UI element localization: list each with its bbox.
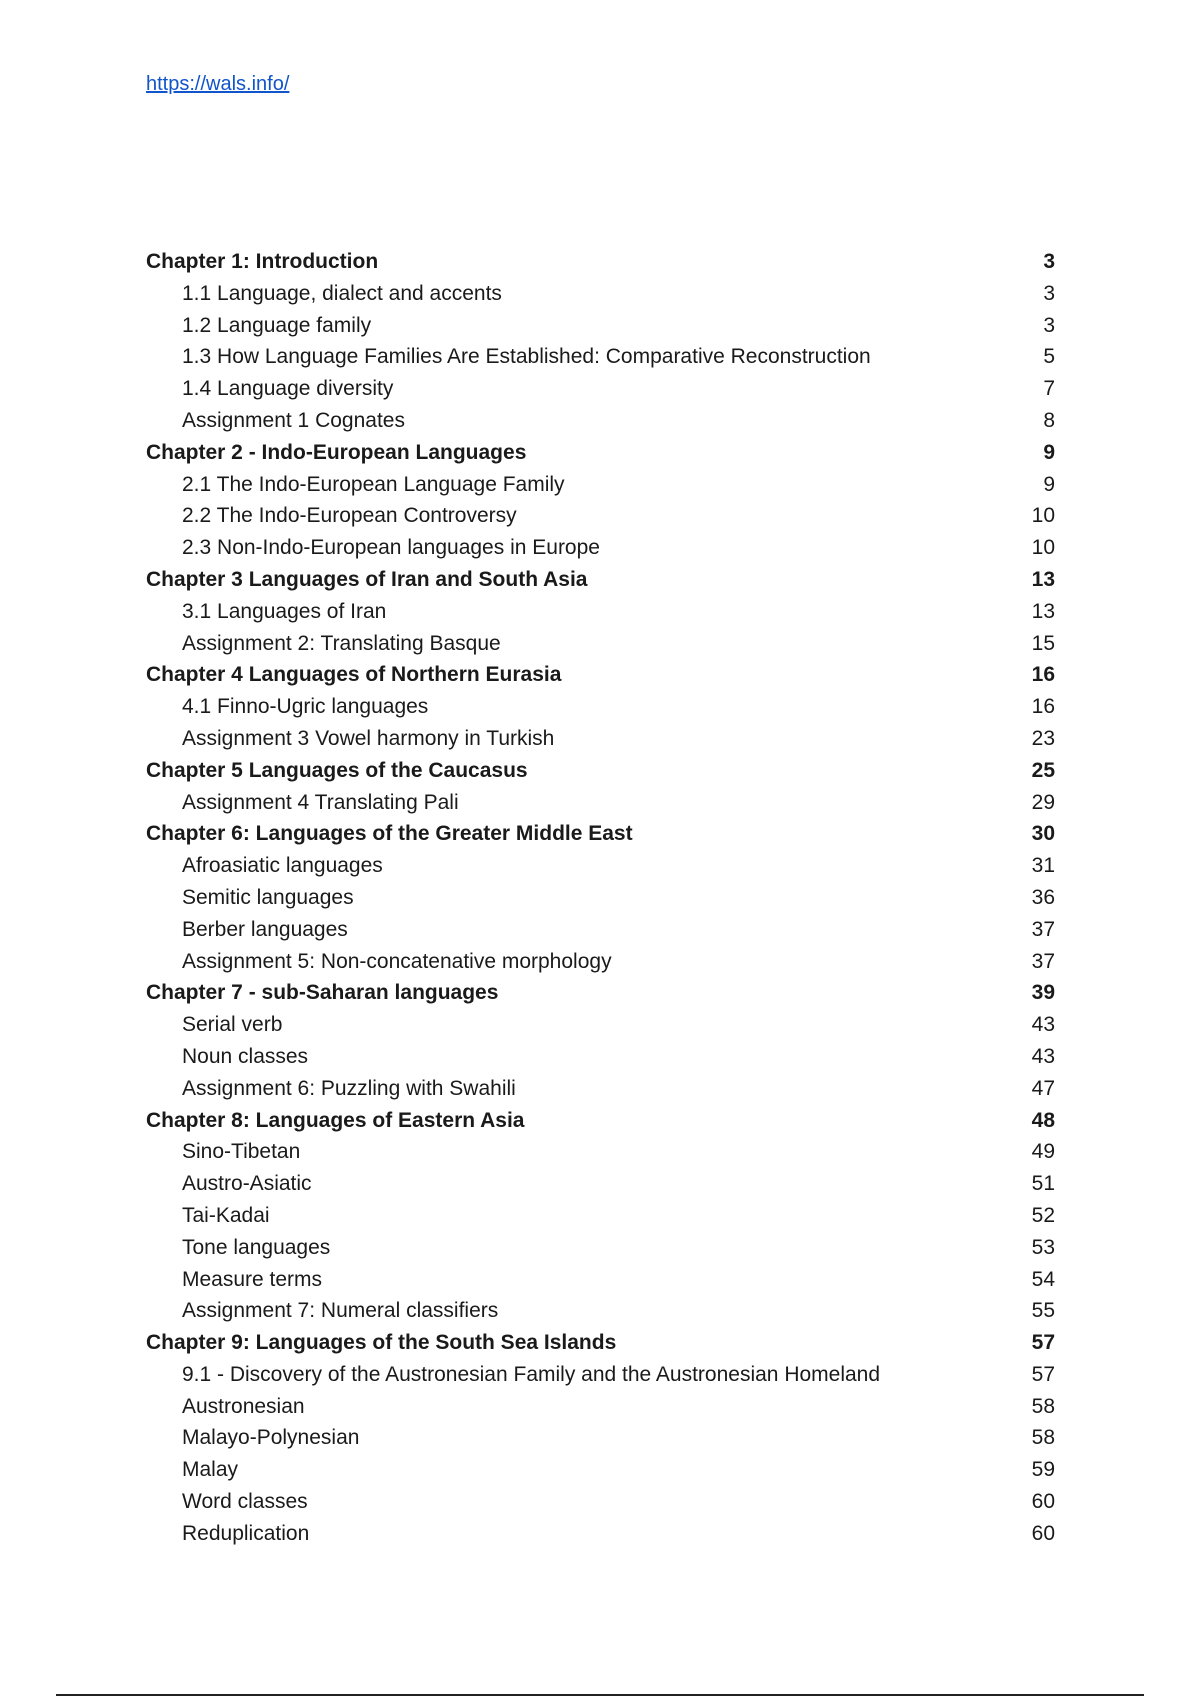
- toc-entry-title: 2.3 Non-Indo-European languages in Europe: [182, 536, 600, 560]
- toc-entry-page-number: 16: [1031, 695, 1055, 719]
- toc-entry-title: Chapter 2 - Indo-European Languages: [146, 440, 527, 464]
- toc-entry-title: Chapter 4 Languages of Northern Eurasia: [146, 663, 562, 687]
- toc-entry-page-number: 8: [1043, 408, 1055, 432]
- toc-section-entry[interactable]: [146, 1200, 1055, 1232]
- toc-entry-page-number: 10: [1031, 536, 1055, 560]
- toc-entry-page-number: 37: [1031, 949, 1055, 973]
- toc-entry-title: Chapter 3 Languages of Iran and South Asia: [146, 567, 588, 591]
- toc-chapter-entry[interactable]: [146, 564, 1055, 596]
- toc-entry-title: Assignment 4 Translating Pali: [182, 790, 459, 814]
- toc-entry-title: Chapter 5 Languages of the Caucasus: [146, 758, 528, 782]
- toc-chapter-entry[interactable]: [146, 246, 1055, 278]
- toc-entry-title: 2.1 The Indo-European Language Family: [182, 472, 565, 496]
- toc-entry-title: 1.2 Language family: [182, 313, 372, 337]
- toc-entry-page-number: 3: [1043, 281, 1055, 305]
- toc-entry-title: Malayo-Polynesian: [182, 1426, 360, 1450]
- toc-section-entry[interactable]: [146, 1486, 1055, 1518]
- toc-section-entry[interactable]: [146, 1518, 1055, 1550]
- toc-entry-page-number: 51: [1031, 1172, 1055, 1196]
- toc-entry-page-number: 52: [1031, 1203, 1055, 1227]
- toc-entry-title: Chapter 8: Languages of Eastern Asia: [146, 1108, 525, 1132]
- toc-entry-title: Assignment 3 Vowel harmony in Turkish: [182, 726, 555, 750]
- toc-entry-title: Assignment 1 Cognates: [182, 408, 405, 432]
- toc-entry-title: Semitic languages: [182, 885, 354, 909]
- toc-section-entry[interactable]: [146, 850, 1055, 882]
- toc-chapter-entry[interactable]: [146, 977, 1055, 1009]
- toc-section-entry[interactable]: [146, 1391, 1055, 1423]
- toc-section-entry[interactable]: [146, 1295, 1055, 1327]
- wals-link[interactable]: https://wals.info/: [146, 73, 290, 95]
- toc-entry-title: Afroasiatic languages: [182, 854, 383, 878]
- toc-entry-title: Serial verb: [182, 1013, 283, 1037]
- toc-section-entry[interactable]: [146, 341, 1055, 373]
- toc-entry-page-number: 58: [1031, 1426, 1055, 1450]
- toc-entry-title: 1.4 Language diversity: [182, 377, 394, 401]
- toc-section-entry[interactable]: [146, 723, 1055, 755]
- toc-entry-page-number: 16: [1031, 663, 1055, 687]
- toc-entry-page-number: 53: [1031, 1235, 1055, 1259]
- toc-entry-title: Austronesian: [182, 1394, 305, 1418]
- toc-entry-title: 1.3 How Language Families Are Established: Comparative Reconstruction: [182, 345, 871, 369]
- toc-chapter-entry[interactable]: [146, 1327, 1055, 1359]
- toc-entry-title: Malay: [182, 1458, 239, 1482]
- page-footer-divider: [56, 1694, 1144, 1696]
- toc-entry-page-number: 10: [1031, 504, 1055, 528]
- toc-section-entry[interactable]: [146, 1454, 1055, 1486]
- toc-entry-page-number: 36: [1031, 885, 1055, 909]
- toc-entry-page-number: 3: [1043, 313, 1055, 337]
- toc-entry-page-number: 7: [1043, 377, 1055, 401]
- toc-entry-page-number: 60: [1031, 1490, 1055, 1514]
- toc-section-entry[interactable]: [146, 1009, 1055, 1041]
- toc-entry-title: Austro-Asiatic: [182, 1172, 312, 1196]
- toc-entry-page-number: 9: [1043, 440, 1055, 464]
- toc-entry-page-number: 48: [1031, 1108, 1055, 1132]
- toc-entry-page-number: 3: [1043, 250, 1055, 273]
- toc-section-entry[interactable]: [146, 882, 1055, 914]
- toc-section-entry[interactable]: [146, 500, 1055, 532]
- toc-entry-page-number: 13: [1031, 599, 1055, 623]
- toc-chapter-entry[interactable]: [146, 818, 1055, 850]
- toc-section-entry[interactable]: [146, 469, 1055, 501]
- toc-section-entry[interactable]: [146, 1264, 1055, 1296]
- toc-section-entry[interactable]: [146, 1073, 1055, 1105]
- toc-entry-page-number: 23: [1031, 726, 1055, 750]
- toc-entry-page-number: 15: [1031, 631, 1055, 655]
- toc-entry-title: Chapter 9: Languages of the South Sea Islands: [146, 1331, 617, 1355]
- toc-entry-page-number: 49: [1031, 1140, 1055, 1164]
- toc-entry-title: 2.2 The Indo-European Controversy: [182, 504, 517, 528]
- toc-entry-title: 9.1 - Discovery of the Austronesian Family and the Austronesian Homeland: [182, 1362, 881, 1386]
- toc-section-entry[interactable]: [146, 787, 1055, 819]
- toc-section-entry[interactable]: [146, 405, 1055, 437]
- toc-section-entry[interactable]: [146, 532, 1055, 564]
- toc-section-entry[interactable]: [146, 596, 1055, 628]
- toc-section-entry[interactable]: [146, 1359, 1055, 1391]
- toc-entry-page-number: 43: [1031, 1013, 1055, 1037]
- toc-entry-page-number: 57: [1031, 1362, 1055, 1386]
- toc-entry-page-number: 29: [1031, 790, 1055, 814]
- toc-entry-title: Word classes: [182, 1490, 308, 1514]
- toc-entry-title: Assignment 6: Puzzling with Swahili: [182, 1076, 516, 1100]
- toc-entry-page-number: 25: [1031, 758, 1055, 782]
- toc-section-entry[interactable]: [146, 628, 1055, 660]
- toc-chapter-entry[interactable]: [146, 755, 1055, 787]
- toc-entry-title: Sino-Tibetan: [182, 1140, 301, 1164]
- toc-entry-title: Assignment 7: Numeral classifiers: [182, 1299, 499, 1323]
- toc-entry-title: Tai-Kadai: [182, 1203, 270, 1227]
- toc-section-entry[interactable]: [146, 278, 1055, 310]
- toc-entry-title: Chapter 7 - sub-Saharan languages: [146, 981, 499, 1005]
- toc-entry-page-number: 58: [1031, 1394, 1055, 1418]
- toc-section-entry[interactable]: [146, 1041, 1055, 1073]
- toc-entry-page-number: 30: [1031, 822, 1055, 846]
- toc-entry-page-number: 31: [1031, 854, 1055, 878]
- toc-entry-title: 4.1 Finno-Ugric languages: [182, 695, 429, 719]
- toc-entry-title: Chapter 1: Introduction: [146, 250, 379, 273]
- toc-section-entry[interactable]: [146, 1136, 1055, 1168]
- toc-entry-page-number: 43: [1031, 1044, 1055, 1068]
- toc-chapter-entry[interactable]: [146, 1105, 1055, 1137]
- toc-section-entry[interactable]: [146, 310, 1055, 342]
- toc-section-entry[interactable]: [146, 946, 1055, 978]
- toc-chapter-entry[interactable]: [146, 659, 1055, 691]
- toc-entry-page-number: 47: [1031, 1076, 1055, 1100]
- toc-entry-title: 3.1 Languages of Iran: [182, 599, 387, 623]
- toc-entry-page-number: 60: [1031, 1521, 1055, 1545]
- toc-chapter-entry[interactable]: [146, 437, 1055, 469]
- toc-section-entry[interactable]: [146, 1168, 1055, 1200]
- toc-entry-title: Reduplication: [182, 1521, 310, 1545]
- toc-entry-page-number: 54: [1031, 1267, 1055, 1291]
- toc-entry-title: Measure terms: [182, 1267, 323, 1291]
- toc-entry-title: Berber languages: [182, 917, 348, 941]
- toc-entry-page-number: 5: [1043, 345, 1055, 369]
- toc-section-entry[interactable]: [146, 691, 1055, 723]
- toc-section-entry[interactable]: [146, 1422, 1055, 1454]
- toc-section-entry[interactable]: [146, 914, 1055, 946]
- table-of-contents: [146, 246, 1055, 1550]
- toc-entry-page-number: 37: [1031, 917, 1055, 941]
- toc-entry-title: Assignment 2: Translating Basque: [182, 631, 501, 655]
- toc-entry-page-number: 59: [1031, 1458, 1055, 1482]
- toc-section-entry[interactable]: [146, 373, 1055, 405]
- toc-entry-title: 1.1 Language, dialect and accents: [182, 281, 502, 305]
- toc-entry-page-number: 57: [1031, 1331, 1055, 1355]
- toc-entry-page-number: 55: [1031, 1299, 1055, 1323]
- toc-entry-title: Noun classes: [182, 1044, 309, 1068]
- toc-entry-page-number: 13: [1031, 567, 1055, 591]
- toc-entry-title: Assignment 5: Non-concatenative morphology: [182, 949, 612, 973]
- toc-entry-page-number: 9: [1043, 472, 1055, 496]
- toc-entry-title: Tone languages: [182, 1235, 331, 1259]
- toc-entry-page-number: 39: [1031, 981, 1055, 1005]
- toc-section-entry[interactable]: [146, 1232, 1055, 1264]
- toc-entry-title: Chapter 6: Languages of the Greater Middle East: [146, 822, 633, 846]
